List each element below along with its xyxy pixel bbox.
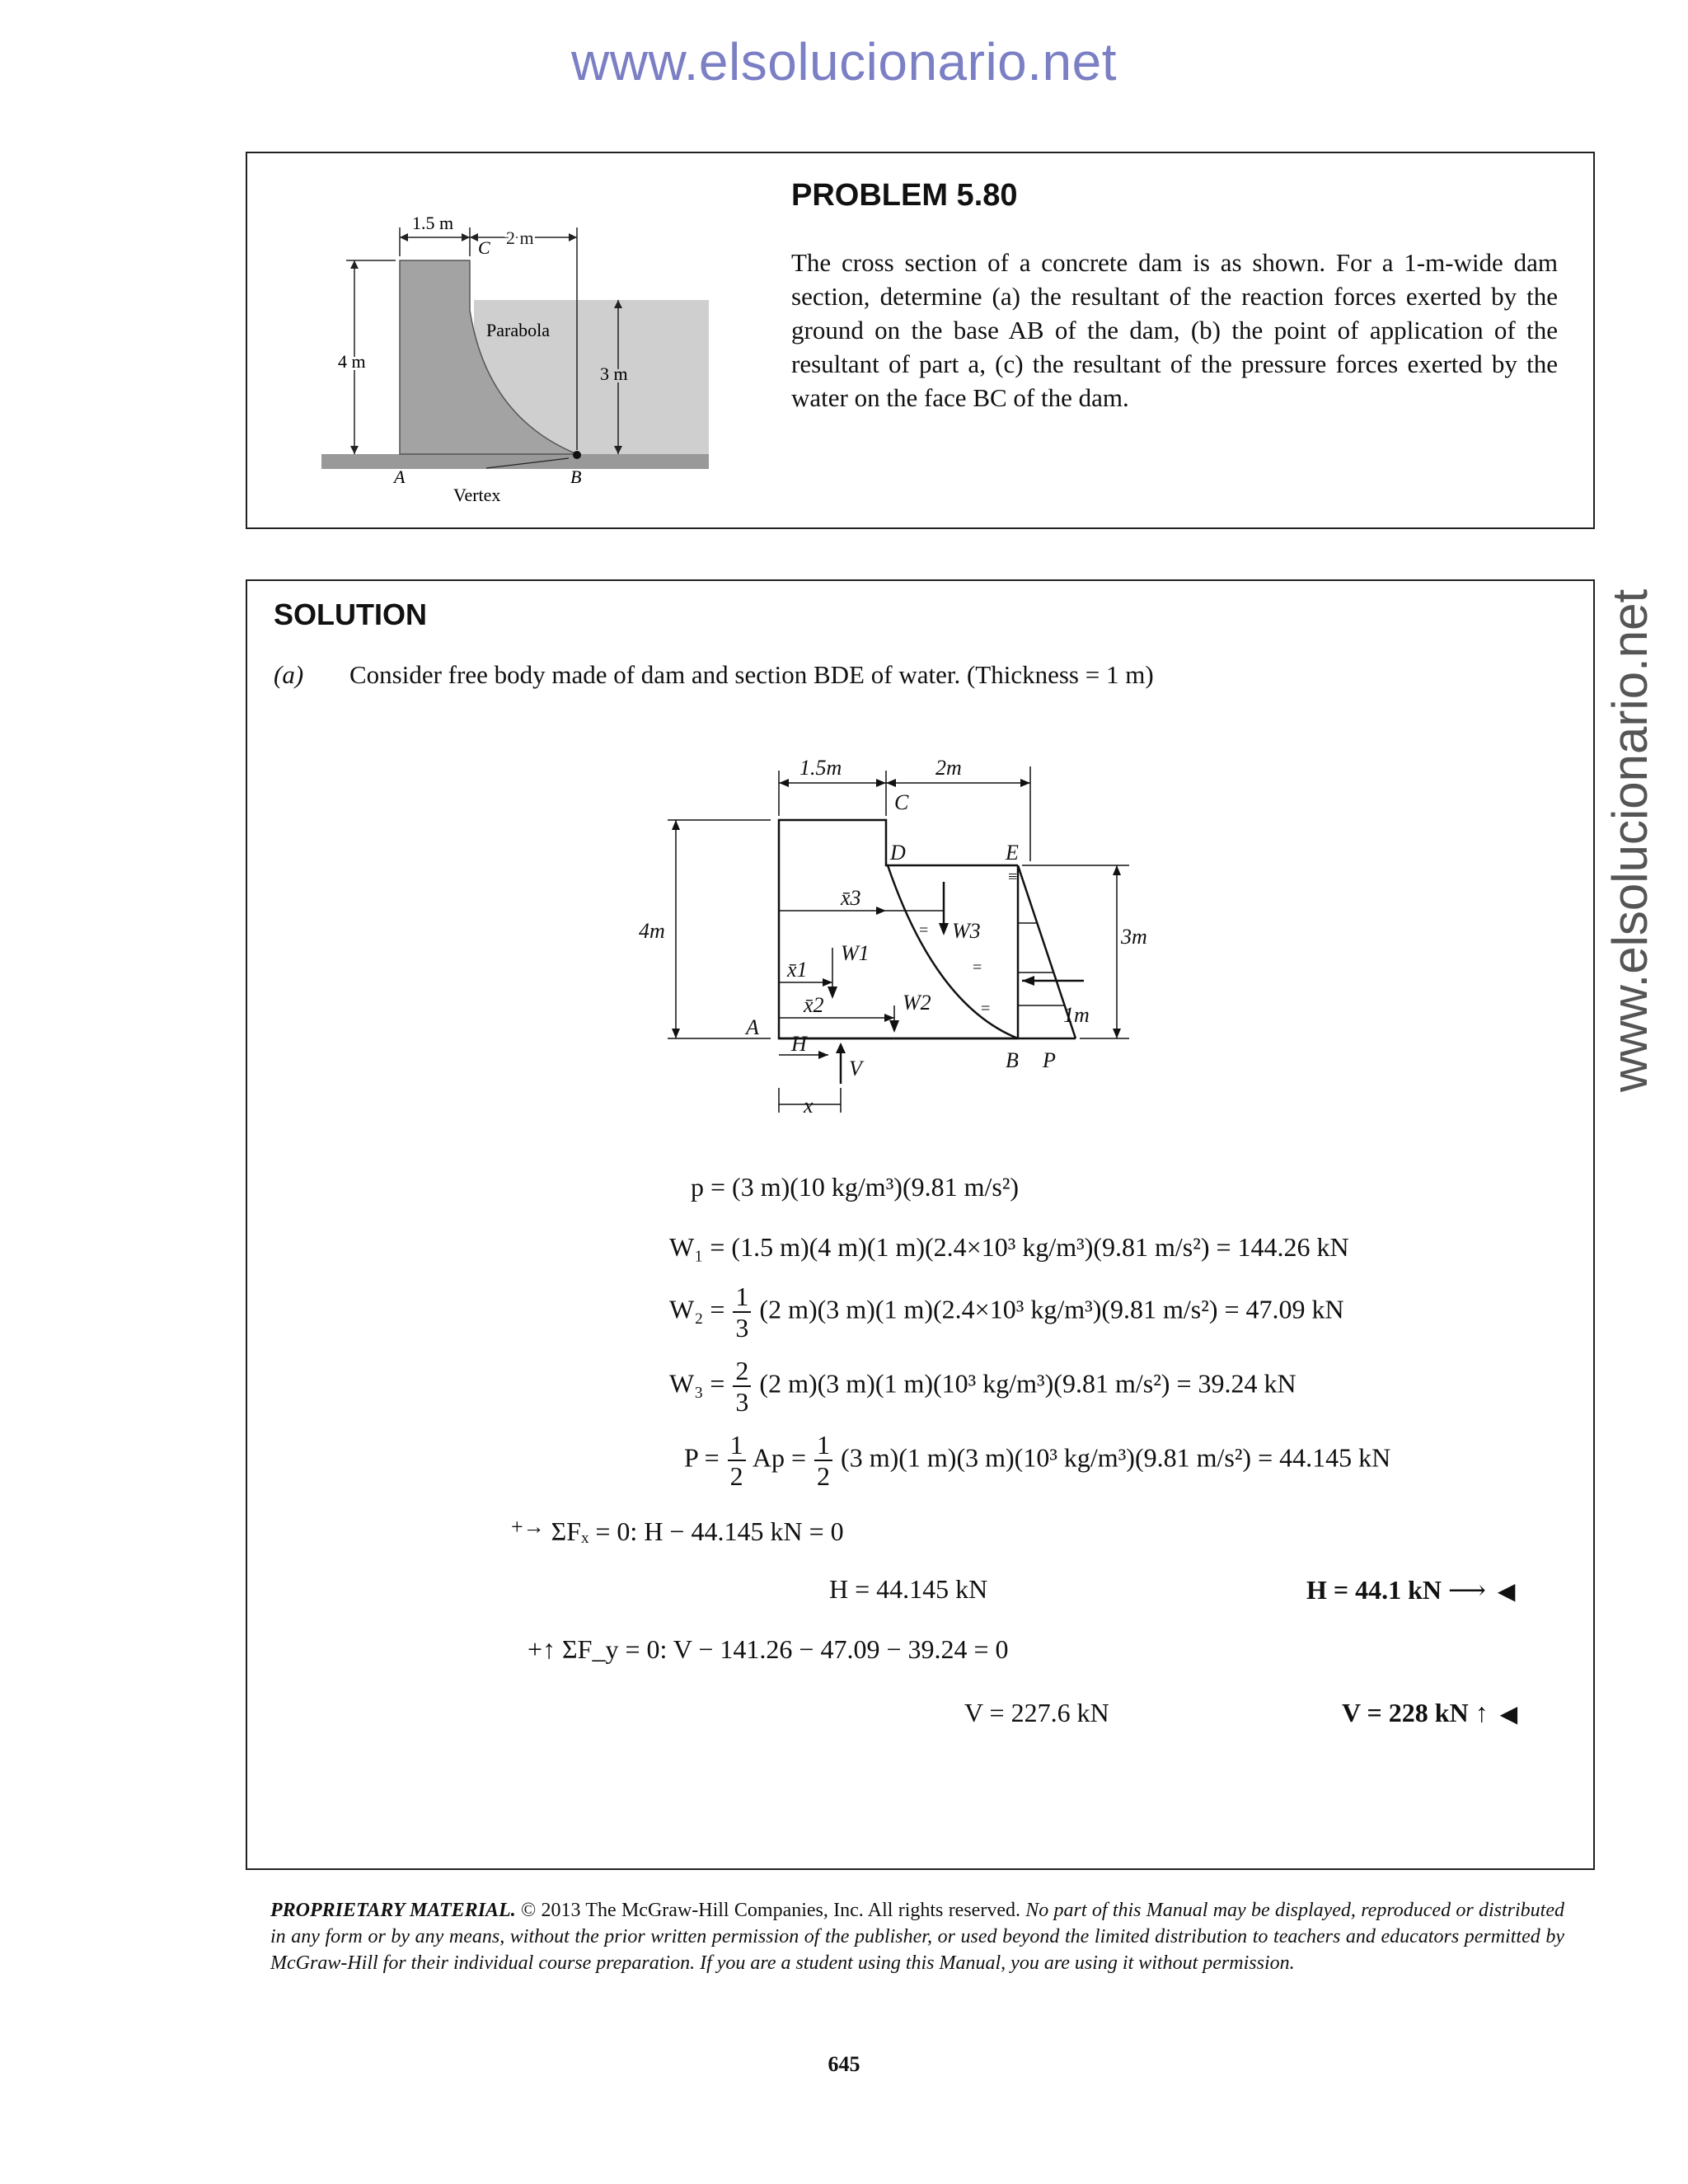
fbd-point-b: B xyxy=(1006,1048,1019,1072)
fbd-x1: x̄1 xyxy=(787,958,808,982)
eq-w3-lhs: W₃ = xyxy=(669,1368,725,1399)
fbd-x: x xyxy=(804,1094,814,1118)
watermark-top: www.elsolucionario.net xyxy=(571,32,1117,91)
parabola-label: Parabola xyxy=(486,320,550,340)
fbd-dim-2m: 2m xyxy=(935,756,962,780)
ground xyxy=(321,454,709,469)
eq-w3-fraction: $\frac{2}{3}$ xyxy=(733,1356,751,1417)
problem-statement: The cross section of a concrete dam is as shown. For a 1-m-wide dam section, determine (a) the resultant of the reaction forces exerted by the ground on the base AB of the dam, (b) the point of application of the resultant of part a, (c) the resultant of the pressure forces exerted by the water on the face BC of the dam. xyxy=(791,248,1558,412)
watermark-side: www.elsolucionario.net xyxy=(1602,588,1658,1093)
fbd-dim-1-5m: 1.5m xyxy=(799,756,842,780)
page-number: 645 xyxy=(828,2052,860,2076)
problem-box xyxy=(246,152,1595,529)
svg-text:=: = xyxy=(981,1000,991,1018)
eq-v-value: V = 227.6 kN xyxy=(964,1698,1109,1727)
copyright-footer: PROPRIETARY MATERIAL. © 2013 The McGraw-Hill Companies, Inc. All rights reserved. No part of this Manual may be displayed, reproduced or distributed in any form or by any means, without the prior written permission of the publisher, or used beyond the limited distribution to teachers and educators permitted by McGraw-Hill for their individual course preparation. If you are a student using this Manual, you are using it without permission. xyxy=(270,1900,1564,1974)
answer-h: H = 44.1 kN ⟶ ◀ xyxy=(1306,1575,1516,1605)
eq-p-lhs: P = xyxy=(684,1442,720,1473)
solution-box xyxy=(246,579,1595,1870)
answer-v: V = 228 kN ↑ ◀ xyxy=(1342,1698,1518,1727)
eq-sum-fx: +→ ΣFₓ = 0: H − 44.145 kN = 0 xyxy=(511,1515,844,1546)
dim-3m: 3 m xyxy=(600,363,628,384)
fbd-x2: x̄2 xyxy=(804,993,824,1017)
eq-sum-fy: +↑ ΣF_y = 0: V − 141.26 − 47.09 − 39.24 = 0 xyxy=(528,1634,1009,1664)
fbd-h: H xyxy=(791,1032,807,1056)
dim-2m: 2 m xyxy=(506,227,534,248)
eq-w1: W₁ = (1.5 m)(4 m)(1 m)(2.4×10³ kg/m³)(9.81 m/s²) = 144.26 kN xyxy=(669,1232,1349,1262)
dam-figure xyxy=(321,178,734,504)
solution-title: SOLUTION xyxy=(274,598,427,631)
svg-text:=: = xyxy=(919,921,929,940)
eq-p-rhs: (3 m)(1 m)(3 m)(10³ kg/m³)(9.81 m/s²) = 44.145 kN xyxy=(841,1442,1391,1473)
eq-w2 xyxy=(669,1282,1344,1343)
fbd-w2: W2 xyxy=(903,991,931,1015)
eq-p-fraction-2: $\frac{1}{2}$ xyxy=(814,1430,832,1491)
vertex-label: Vertex xyxy=(453,485,501,505)
fbd-point-e: E xyxy=(1006,841,1019,865)
fbd-x3: x̄3 xyxy=(841,886,861,910)
fbd-dim-4m: 4m xyxy=(639,919,665,943)
eq-w2-fraction: $\frac{1}{3}$ xyxy=(733,1282,751,1343)
dim-1-5m: 1.5 m xyxy=(412,213,454,233)
eq-p-fraction-1: $\frac{1}{2}$ xyxy=(728,1430,746,1491)
problem-title: PROBLEM 5.80 xyxy=(791,178,1018,213)
point-c: C xyxy=(478,237,490,258)
fbd-point-c: C xyxy=(894,790,909,814)
point-a: A xyxy=(394,466,406,487)
fbd-dim-1m: 1m xyxy=(1063,1003,1090,1027)
fbd-dim-3m: 3m xyxy=(1121,925,1147,949)
eq-w2-lhs: W₂ = xyxy=(669,1294,725,1324)
fbd-v: V xyxy=(849,1057,862,1080)
eq-w2-rhs: (2 m)(3 m)(1 m)(2.4×10³ kg/m³)(9.81 m/s²) = 47.09 kN xyxy=(759,1294,1344,1324)
part-text: Consider free body made of dam and section BDE of water. (Thickness = 1 m) xyxy=(349,660,1154,689)
eq-h-value: H = 44.145 kN xyxy=(829,1574,988,1604)
fbd-w1: W1 xyxy=(841,941,870,965)
free-body-diagram xyxy=(639,756,1265,1129)
eq-w3 xyxy=(669,1356,1296,1417)
eq-p-mid: Ap = xyxy=(752,1442,807,1473)
fbd-point-a: A xyxy=(746,1015,759,1039)
fbd-point-d: D xyxy=(890,841,906,865)
eq-resultant-p xyxy=(684,1430,1390,1491)
fbd-point-p: P xyxy=(1043,1048,1056,1072)
fbd-w3: W3 xyxy=(952,919,981,943)
dim-4m: 4 m xyxy=(338,351,366,372)
svg-text:≡: ≡ xyxy=(1008,868,1018,886)
part-label: (a) xyxy=(274,660,304,689)
eq-pressure: p = (3 m)(10 kg/m³)(9.81 m/s²) xyxy=(691,1172,1020,1202)
point-b: B xyxy=(570,466,582,487)
svg-text:=: = xyxy=(973,958,982,977)
eq-w3-rhs: (2 m)(3 m)(1 m)(10³ kg/m³)(9.81 m/s²) = 39.24 kN xyxy=(759,1368,1296,1399)
part-a-statement xyxy=(274,660,1154,690)
